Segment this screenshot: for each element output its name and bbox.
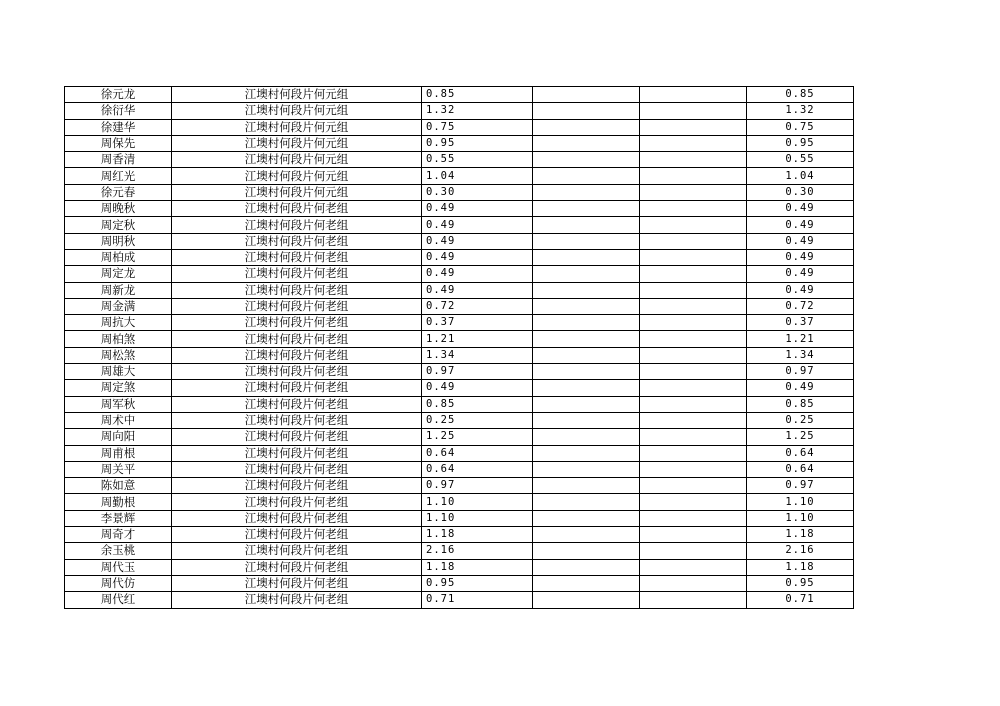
empty-cell: [640, 380, 747, 396]
total-cell: 0.49: [747, 380, 854, 396]
table-row: [65, 429, 854, 445]
table-row: [65, 461, 854, 477]
total-cell: 0.49: [747, 233, 854, 249]
name-cell: 李景辉: [65, 510, 172, 526]
empty-cell: [533, 266, 640, 282]
empty-cell: [533, 429, 640, 445]
group-cell: 江墺村何段片何老组: [172, 412, 422, 428]
area-cell: 1.32: [422, 103, 533, 119]
total-cell: 1.34: [747, 347, 854, 363]
area-cell: 0.72: [422, 298, 533, 314]
empty-cell: [640, 315, 747, 331]
table-row: [65, 315, 854, 331]
group-cell: 江墺村何段片何老组: [172, 396, 422, 412]
total-cell: 0.49: [747, 266, 854, 282]
empty-cell: [640, 184, 747, 200]
name-cell: 周明秋: [65, 233, 172, 249]
group-cell: 江墺村何段片何元组: [172, 103, 422, 119]
group-cell: 江墺村何段片何老组: [172, 543, 422, 559]
group-cell: 江墺村何段片何老组: [172, 380, 422, 396]
name-cell: 余玉桃: [65, 543, 172, 559]
empty-cell: [533, 347, 640, 363]
empty-cell: [640, 478, 747, 494]
area-cell: 1.18: [422, 559, 533, 575]
empty-cell: [533, 119, 640, 135]
group-cell: 江墺村何段片何老组: [172, 478, 422, 494]
area-cell: 0.64: [422, 445, 533, 461]
empty-cell: [640, 445, 747, 461]
table-row: [65, 527, 854, 543]
name-cell: 徐衍华: [65, 103, 172, 119]
empty-cell: [640, 217, 747, 233]
total-cell: 0.75: [747, 119, 854, 135]
area-cell: 0.97: [422, 364, 533, 380]
name-cell: 周军秋: [65, 396, 172, 412]
name-cell: 周金满: [65, 298, 172, 314]
total-cell: 0.85: [747, 87, 854, 103]
group-cell: 江墺村何段片何元组: [172, 87, 422, 103]
table-row: [65, 152, 854, 168]
empty-cell: [533, 168, 640, 184]
group-cell: 江墺村何段片何老组: [172, 233, 422, 249]
group-cell: 江墺村何段片何元组: [172, 135, 422, 151]
group-cell: 江墺村何段片何老组: [172, 575, 422, 591]
area-cell: 0.49: [422, 249, 533, 265]
group-cell: 江墺村何段片何老组: [172, 364, 422, 380]
empty-cell: [533, 494, 640, 510]
name-cell: 陈如意: [65, 478, 172, 494]
total-cell: 1.25: [747, 429, 854, 445]
empty-cell: [533, 527, 640, 543]
empty-cell: [533, 135, 640, 151]
empty-cell: [533, 184, 640, 200]
data-table: [64, 86, 854, 609]
empty-cell: [533, 103, 640, 119]
empty-cell: [533, 233, 640, 249]
name-cell: 周奇才: [65, 527, 172, 543]
empty-cell: [640, 364, 747, 380]
total-cell: 1.32: [747, 103, 854, 119]
table-row: [65, 510, 854, 526]
area-cell: 0.85: [422, 396, 533, 412]
total-cell: 2.16: [747, 543, 854, 559]
empty-cell: [640, 559, 747, 575]
table-row: [65, 396, 854, 412]
area-cell: 0.49: [422, 233, 533, 249]
empty-cell: [640, 249, 747, 265]
empty-cell: [533, 298, 640, 314]
total-cell: 0.30: [747, 184, 854, 200]
total-cell: 0.85: [747, 396, 854, 412]
table-body: [65, 87, 854, 609]
empty-cell: [640, 494, 747, 510]
table-row: [65, 364, 854, 380]
total-cell: 0.64: [747, 461, 854, 477]
empty-cell: [640, 266, 747, 282]
empty-cell: [640, 103, 747, 119]
area-cell: 0.55: [422, 152, 533, 168]
total-cell: 1.21: [747, 331, 854, 347]
group-cell: 江墺村何段片何老组: [172, 527, 422, 543]
empty-cell: [533, 592, 640, 608]
table-row: [65, 87, 854, 103]
total-cell: 0.49: [747, 201, 854, 217]
area-cell: 0.75: [422, 119, 533, 135]
name-cell: 周代红: [65, 592, 172, 608]
table-row: [65, 478, 854, 494]
name-cell: 周香清: [65, 152, 172, 168]
table-row: [65, 266, 854, 282]
empty-cell: [640, 592, 747, 608]
name-cell: 周甫根: [65, 445, 172, 461]
table-row: [65, 575, 854, 591]
name-cell: 周晚秋: [65, 201, 172, 217]
total-cell: 0.25: [747, 412, 854, 428]
total-cell: 0.95: [747, 575, 854, 591]
name-cell: 周松煞: [65, 347, 172, 363]
name-cell: 周新龙: [65, 282, 172, 298]
area-cell: 0.49: [422, 217, 533, 233]
total-cell: 0.49: [747, 282, 854, 298]
empty-cell: [533, 87, 640, 103]
name-cell: 周定煞: [65, 380, 172, 396]
group-cell: 江墺村何段片何老组: [172, 266, 422, 282]
empty-cell: [640, 347, 747, 363]
total-cell: 0.49: [747, 249, 854, 265]
area-cell: 1.04: [422, 168, 533, 184]
table-row: [65, 282, 854, 298]
empty-cell: [640, 510, 747, 526]
name-cell: 周柏煞: [65, 331, 172, 347]
empty-cell: [640, 168, 747, 184]
name-cell: 周定龙: [65, 266, 172, 282]
table-row: [65, 217, 854, 233]
empty-cell: [533, 152, 640, 168]
empty-cell: [533, 217, 640, 233]
name-cell: 周抗大: [65, 315, 172, 331]
name-cell: 周保先: [65, 135, 172, 151]
empty-cell: [640, 543, 747, 559]
empty-cell: [533, 396, 640, 412]
empty-cell: [640, 87, 747, 103]
empty-cell: [533, 249, 640, 265]
area-cell: 0.25: [422, 412, 533, 428]
table-row: [65, 380, 854, 396]
group-cell: 江墺村何段片何老组: [172, 249, 422, 265]
total-cell: 1.10: [747, 510, 854, 526]
total-cell: 0.71: [747, 592, 854, 608]
total-cell: 0.55: [747, 152, 854, 168]
empty-cell: [640, 152, 747, 168]
empty-cell: [533, 282, 640, 298]
name-cell: 徐元龙: [65, 87, 172, 103]
name-cell: 周关平: [65, 461, 172, 477]
area-cell: 0.71: [422, 592, 533, 608]
empty-cell: [640, 282, 747, 298]
area-cell: 1.21: [422, 331, 533, 347]
area-cell: 0.37: [422, 315, 533, 331]
table-row: [65, 119, 854, 135]
empty-cell: [640, 412, 747, 428]
empty-cell: [640, 575, 747, 591]
group-cell: 江墺村何段片何老组: [172, 494, 422, 510]
area-cell: 1.34: [422, 347, 533, 363]
group-cell: 江墺村何段片何老组: [172, 201, 422, 217]
name-cell: 周勤根: [65, 494, 172, 510]
area-cell: 0.49: [422, 266, 533, 282]
table-row: [65, 298, 854, 314]
empty-cell: [640, 135, 747, 151]
table-row: [65, 445, 854, 461]
empty-cell: [640, 396, 747, 412]
total-cell: 0.97: [747, 364, 854, 380]
group-cell: 江墺村何段片何元组: [172, 152, 422, 168]
table-row: [65, 135, 854, 151]
empty-cell: [533, 510, 640, 526]
name-cell: 周定秋: [65, 217, 172, 233]
group-cell: 江墺村何段片何老组: [172, 331, 422, 347]
table-row: [65, 494, 854, 510]
empty-cell: [533, 315, 640, 331]
total-cell: 0.49: [747, 217, 854, 233]
empty-cell: [533, 478, 640, 494]
area-cell: 0.85: [422, 87, 533, 103]
name-cell: 周术中: [65, 412, 172, 428]
empty-cell: [640, 527, 747, 543]
group-cell: 江墺村何段片何元组: [172, 119, 422, 135]
table-row: [65, 559, 854, 575]
empty-cell: [533, 331, 640, 347]
total-cell: 0.37: [747, 315, 854, 331]
area-cell: 1.10: [422, 510, 533, 526]
name-cell: 周代玉: [65, 559, 172, 575]
empty-cell: [640, 331, 747, 347]
table-row: [65, 592, 854, 608]
table-row: [65, 168, 854, 184]
area-cell: 1.25: [422, 429, 533, 445]
empty-cell: [533, 445, 640, 461]
total-cell: 0.72: [747, 298, 854, 314]
group-cell: 江墺村何段片何老组: [172, 315, 422, 331]
empty-cell: [533, 575, 640, 591]
group-cell: 江墺村何段片何元组: [172, 184, 422, 200]
empty-cell: [640, 429, 747, 445]
name-cell: 周柏成: [65, 249, 172, 265]
area-cell: 0.49: [422, 282, 533, 298]
group-cell: 江墺村何段片何元组: [172, 168, 422, 184]
group-cell: 江墺村何段片何老组: [172, 445, 422, 461]
table-row: [65, 412, 854, 428]
empty-cell: [533, 559, 640, 575]
empty-cell: [640, 119, 747, 135]
table-row: [65, 331, 854, 347]
group-cell: 江墺村何段片何老组: [172, 559, 422, 575]
total-cell: 1.10: [747, 494, 854, 510]
area-cell: 0.64: [422, 461, 533, 477]
empty-cell: [640, 201, 747, 217]
name-cell: 周向阳: [65, 429, 172, 445]
total-cell: 1.04: [747, 168, 854, 184]
group-cell: 江墺村何段片何老组: [172, 298, 422, 314]
empty-cell: [533, 543, 640, 559]
group-cell: 江墺村何段片何老组: [172, 510, 422, 526]
empty-cell: [533, 380, 640, 396]
total-cell: 0.95: [747, 135, 854, 151]
area-cell: 1.18: [422, 527, 533, 543]
name-cell: 周代仿: [65, 575, 172, 591]
name-cell: 周红光: [65, 168, 172, 184]
empty-cell: [533, 412, 640, 428]
area-cell: 0.95: [422, 575, 533, 591]
table-row: [65, 543, 854, 559]
name-cell: 徐元春: [65, 184, 172, 200]
area-cell: 0.95: [422, 135, 533, 151]
empty-cell: [640, 298, 747, 314]
area-cell: 1.10: [422, 494, 533, 510]
total-cell: 1.18: [747, 559, 854, 575]
table-row: [65, 184, 854, 200]
empty-cell: [640, 461, 747, 477]
empty-cell: [533, 201, 640, 217]
empty-cell: [640, 233, 747, 249]
group-cell: 江墺村何段片何老组: [172, 592, 422, 608]
area-cell: 0.30: [422, 184, 533, 200]
table-row: [65, 233, 854, 249]
area-cell: 0.49: [422, 201, 533, 217]
total-cell: 0.64: [747, 445, 854, 461]
total-cell: 0.97: [747, 478, 854, 494]
area-cell: 2.16: [422, 543, 533, 559]
group-cell: 江墺村何段片何老组: [172, 282, 422, 298]
table-row: [65, 103, 854, 119]
total-cell: 1.18: [747, 527, 854, 543]
empty-cell: [533, 364, 640, 380]
area-cell: 0.97: [422, 478, 533, 494]
table-row: [65, 347, 854, 363]
area-cell: 0.49: [422, 380, 533, 396]
name-cell: 徐建华: [65, 119, 172, 135]
group-cell: 江墺村何段片何老组: [172, 217, 422, 233]
table-row: [65, 249, 854, 265]
empty-cell: [533, 461, 640, 477]
group-cell: 江墺村何段片何老组: [172, 429, 422, 445]
name-cell: 周雄大: [65, 364, 172, 380]
group-cell: 江墺村何段片何老组: [172, 347, 422, 363]
table-row: [65, 201, 854, 217]
group-cell: 江墺村何段片何老组: [172, 461, 422, 477]
